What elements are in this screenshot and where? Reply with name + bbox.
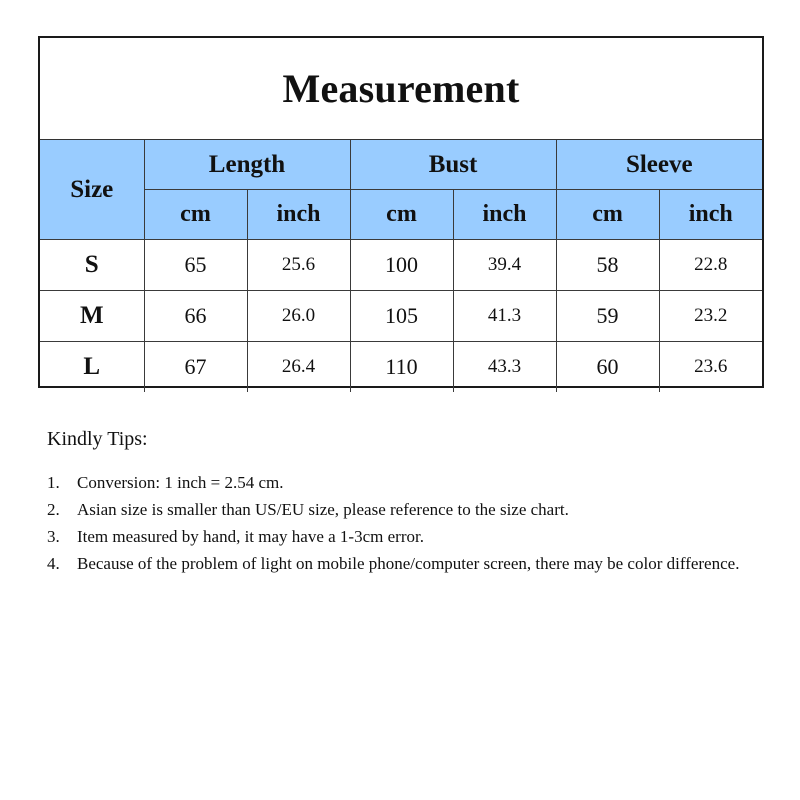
unit-header: inch xyxy=(453,190,556,240)
list-number: 2. xyxy=(47,500,60,519)
list-text: Conversion: 1 inch = 2.54 cm. xyxy=(77,473,284,492)
list-item xyxy=(47,496,767,523)
list-text: Asian size is smaller than US/EU size, please reference to the size chart. xyxy=(77,500,569,519)
list-number: 4. xyxy=(47,554,60,573)
size-header: Size xyxy=(40,140,144,240)
table-header-row xyxy=(40,140,762,190)
tips-section xyxy=(47,428,767,577)
table-cell: 23.6 xyxy=(659,342,762,393)
tips-title: Kindly Tips: xyxy=(47,428,148,450)
table-cell: 65 xyxy=(144,240,247,291)
unit-header: inch xyxy=(659,190,762,240)
table-cell: 110 xyxy=(350,342,453,393)
size-cell: L xyxy=(40,342,144,393)
tips-list xyxy=(47,469,767,577)
size-table xyxy=(40,140,762,392)
table-cell: 26.0 xyxy=(247,291,350,342)
list-text: Because of the problem of light on mobile phone/computer screen, there may be color difference. xyxy=(77,554,740,573)
unit-header: cm xyxy=(556,190,659,240)
table-cell: 41.3 xyxy=(453,291,556,342)
length-header: Length xyxy=(144,140,350,190)
title-row xyxy=(40,38,762,140)
table-cell: 23.2 xyxy=(659,291,762,342)
list-item xyxy=(47,523,767,550)
page-title: Measurement xyxy=(282,66,520,111)
sleeve-header: Sleeve xyxy=(556,140,762,190)
table-cell: 59 xyxy=(556,291,659,342)
table-row xyxy=(40,240,762,291)
size-cell: S xyxy=(40,240,144,291)
table-cell: 26.4 xyxy=(247,342,350,393)
size-cell: M xyxy=(40,291,144,342)
unit-header: inch xyxy=(247,190,350,240)
size-chart xyxy=(38,36,764,388)
table-cell: 66 xyxy=(144,291,247,342)
table-cell: 60 xyxy=(556,342,659,393)
list-text: Item measured by hand, it may have a 1-3cm error. xyxy=(77,527,424,546)
table-cell: 58 xyxy=(556,240,659,291)
table-cell: 105 xyxy=(350,291,453,342)
table-cell: 43.3 xyxy=(453,342,556,393)
unit-header: cm xyxy=(350,190,453,240)
bust-header: Bust xyxy=(350,140,556,190)
table-cell: 67 xyxy=(144,342,247,393)
table-cell: 100 xyxy=(350,240,453,291)
unit-header: cm xyxy=(144,190,247,240)
table-cell: 22.8 xyxy=(659,240,762,291)
table-cell: 25.6 xyxy=(247,240,350,291)
list-number: 1. xyxy=(47,473,60,492)
table-unit-row xyxy=(40,190,762,240)
list-item xyxy=(47,469,767,496)
list-number: 3. xyxy=(47,527,60,546)
table-row xyxy=(40,342,762,393)
table-row xyxy=(40,291,762,342)
table-cell: 39.4 xyxy=(453,240,556,291)
list-item xyxy=(47,550,767,577)
